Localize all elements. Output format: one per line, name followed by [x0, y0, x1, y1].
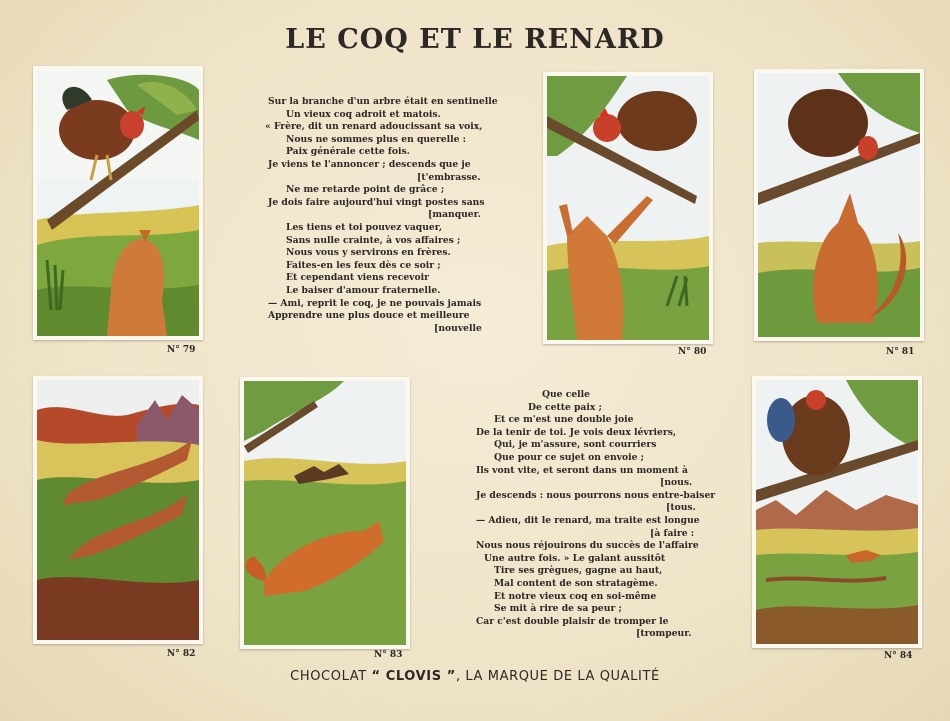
- poem-line: Que celle: [542, 389, 590, 400]
- card-number: N° 82: [167, 649, 196, 659]
- picture-card-79: [33, 66, 203, 340]
- poem-line: Une autre fois. » Le galant aussitôt: [484, 552, 666, 564]
- poem-line: [à faire :: [650, 527, 695, 539]
- poem-part-two: [470, 389, 716, 641]
- poem-line: Ne me retarde point de grâce ;: [286, 184, 445, 196]
- poem-line: Mal content de son stratagème.: [494, 577, 658, 589]
- picture-card-84: [752, 376, 922, 648]
- fox-reaching-up-to-rooster-illustration: [547, 76, 709, 340]
- poem-line: Et notre vieux coq en soi-même: [494, 590, 657, 602]
- poem-line: Paix générale cette fois.: [286, 146, 410, 158]
- card-number: N° 80: [678, 347, 707, 357]
- footer-suffix: , LA MARQUE DE LA QUALITÉ: [455, 669, 660, 684]
- poem-line: « Frère, dit un renard adoucissant sa voix,: [265, 121, 483, 133]
- poem-line: Se mit à rire de sa peur ;: [494, 603, 622, 615]
- picture-card-82: [33, 376, 203, 644]
- card-number: N° 83: [374, 650, 403, 660]
- poem-line: Les tiens et toi pouvez vaquer,: [286, 221, 443, 233]
- page-title: LE COQ ET LE RENARD: [285, 24, 665, 55]
- fox-running-away-illustration: [244, 381, 406, 645]
- poem-line: Nous nous réjouirons du succès de l'affaire: [476, 540, 699, 552]
- picture-card-81: [754, 69, 924, 341]
- poem-line: Qui, je m'assure, sont courriers: [494, 439, 657, 451]
- poem-line: — Ami, reprit le coq, je ne pouvais jamais: [268, 297, 482, 309]
- picture-card-83: [240, 377, 410, 649]
- footer-brand: “ CLOVIS ”: [371, 669, 456, 684]
- poem-line: Et cependant viens recevoir: [286, 272, 429, 284]
- poem-line: Nous vous y servirons en frères.: [286, 247, 451, 259]
- footer-advertisement: [0, 669, 950, 684]
- poem-line: Et ce m'est une double joie: [494, 414, 634, 426]
- poem-line: Sur la branche d'un arbre était en sentinelle: [268, 96, 498, 107]
- poem-line: Je viens te l'annoncer ; descends que je: [268, 158, 471, 170]
- poem-line: Je dois faire aujourd'hui vingt postes sans: [268, 196, 485, 208]
- poem-line: [tous.: [666, 502, 696, 514]
- poem-line: Car c'est double plaisir de tromper le: [476, 615, 669, 627]
- poem-line: [nous.: [660, 477, 693, 489]
- poem-line: Ils vont vite, et seront dans un moment à: [476, 464, 688, 476]
- poem-line: De cette paix ;: [528, 401, 602, 413]
- poem-line: Le baiser d'amour fraternelle.: [286, 284, 441, 296]
- poem-line: Un vieux coq adroit et matois.: [286, 108, 441, 120]
- poem-line: [nouvelle: [434, 322, 482, 334]
- rooster-on-branch-fox-sitting-illustration: [758, 73, 920, 337]
- poem-line: Je descends : nous pourrons nous entre-baiser: [476, 489, 716, 501]
- poem-line: Sans nulle crainte, à vos affaires ;: [286, 234, 461, 246]
- poem-line: Apprendre une plus douce et meilleure: [268, 310, 470, 322]
- footer-prefix: CHOCOLAT: [290, 669, 372, 684]
- rooster-laughing-fox-fleeing-illustration: [756, 380, 918, 644]
- poem-line: [manquer.: [428, 209, 481, 221]
- poem-part-one: [262, 96, 498, 335]
- card-number: N° 79: [167, 345, 196, 355]
- poem-line: Nous ne sommes plus en querelle :: [286, 133, 466, 145]
- poem-line: [t'embrasse.: [417, 171, 481, 183]
- card-number: N° 81: [886, 347, 915, 357]
- poem-line: Que pour ce sujet on envoie ;: [494, 451, 645, 463]
- greyhounds-running-illustration: [37, 380, 199, 640]
- poem-line: Faites-en les feux dès ce soir ;: [286, 259, 441, 271]
- poem-line: [trompeur.: [636, 628, 692, 640]
- rooster-on-branch-fox-below-illustration: [37, 70, 199, 336]
- poem-line: Tire ses grègues, gagne au haut,: [494, 565, 663, 577]
- picture-card-80: [543, 72, 713, 344]
- card-number: N° 84: [884, 651, 913, 661]
- poem-line: De la tenir de toi. Je vois deux lévriers,: [476, 426, 677, 438]
- poem-line: — Adieu, dit le renard, ma traite est longue: [476, 514, 700, 526]
